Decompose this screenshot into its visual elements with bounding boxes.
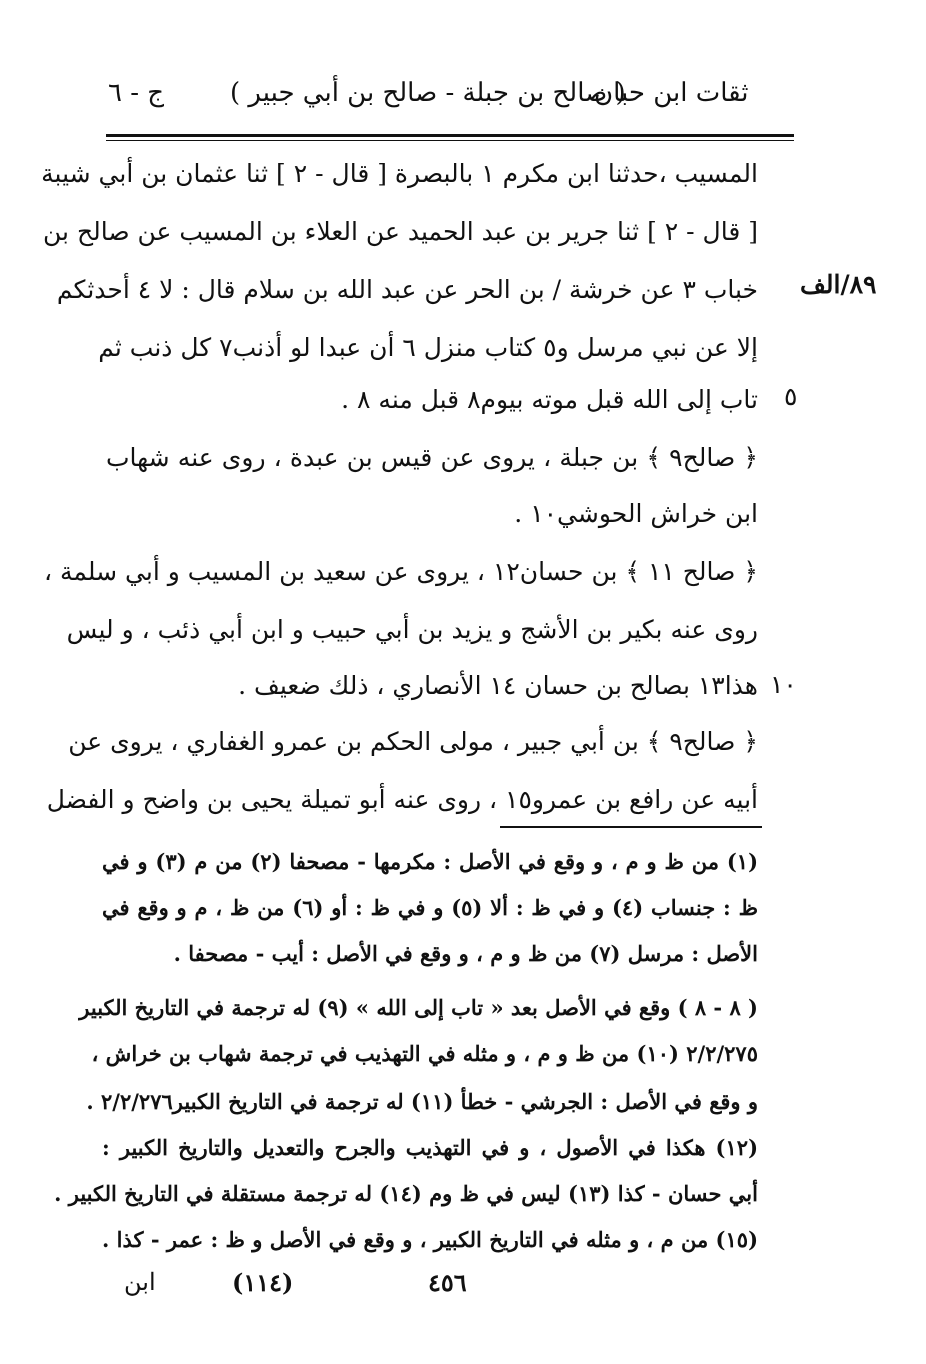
footnote-line: (١٢) هكذا في الأصول ، و في التهذيب والجرح والتعديل والتاريخ الكبير : <box>102 1135 758 1160</box>
text-line: المسيب ،حدثنا ابن مكرم ١ بالبصرة [ قال - ٢ ] ثنا عثمان بن أبي شيبة <box>41 159 758 188</box>
running-title: ثقات ابن حبان <box>594 78 749 108</box>
manuscript-page: (١١٤) <box>232 1268 294 1297</box>
text-line: أبيه عن رافع بن عمرو١٥ ، روى عنه أبو تميلة يحيى بن واضح و الفضل <box>46 785 758 814</box>
catchword: ابن <box>124 1268 156 1296</box>
folio-marker: ٨٩/الف <box>800 270 877 299</box>
text-line: ﴿ صالح ١١ ﴾ بن حسان١٢ ، يروى عن سعيد بن المسيب و أبي سلمة ، <box>43 557 758 586</box>
text-line: روى عنه بكير بن الأشج و يزيد بن أبي حبيب و ابن أبي ذئب ، و ليس <box>66 615 758 644</box>
footnote-rule <box>500 826 762 828</box>
text-line: تاب إلى الله قبل موته بيوم٨ قبل منه ٨ . <box>341 385 758 414</box>
footnote-line: الأصل : مرسل (٧) من ظ و م ، و وقع في الأصل : أيب - مصحفا . <box>173 941 758 966</box>
footnote-line: ظ : جنساب (٤) و في ظ : ألا (٥) و في ظ : أو (٦) من ظ ، م و وقع في <box>102 895 759 920</box>
footnote-line: (١٥) من م ، و مثله في التاريخ الكبير ، و وقع في الأصل و ظ : عمر - كذا . <box>102 1227 758 1252</box>
footnote-line: و وقع في الأصل : الجرشي - خطأ (١١) له ترجمة في التاريخ الكبير٢/٢/٢٧٦ . <box>86 1089 758 1114</box>
running-subject: ( صالح بن جبلة - صالح بن أبي جبير ) <box>230 78 626 108</box>
page-number: ٤٥٦ <box>428 1268 467 1297</box>
volume-label: ج - ٦ <box>108 78 165 108</box>
text-line: [ قال - ٢ ] ثنا جرير بن عبد الحميد عن العلاء بن المسيب عن صالح بن <box>43 217 758 246</box>
footnote-line: ( ٨ - ٨ ) وقع في الأصل بعد « تاب إلى الله » (٩) له ترجمة في التاريخ الكبير <box>79 995 758 1020</box>
text-line: ﴿ صالح٩ ﴾ بن جبلة ، يروى عن قيس بن عبدة ، روى عنه شهاب <box>106 443 758 472</box>
header-rule-thin <box>106 140 794 141</box>
footnote-line: (١) من ظ و م ، و وقع في الأصل : مكرمها - مصحفا (٢) من م (٣) و في <box>102 849 758 874</box>
text-line: ابن خراش الحوشي١٠ . <box>514 499 758 528</box>
text-line: ﴿ صالح٩ ﴾ بن أبي جبير ، مولى الحكم بن عمرو الغفاري ، يروى عن <box>68 727 758 756</box>
header-rule-thick <box>106 134 794 137</box>
text-line: إلا عن نبي مرسل و٥ كتاب منزل ٦ أن عبدا لو أذنب٧ كل ذنب ثم <box>98 333 758 362</box>
text-line: هذا١٣ بصالح بن حسان ١٤ الأنصاري ، ذلك ضعيف . <box>238 671 758 700</box>
text-line: خباب ٣ عن خرشة / بن الحر عن عبد الله بن سلام قال : لا ٤ أحدثكم <box>56 275 758 304</box>
footnote-line: ٢/٢/٢٧٥ (١٠) من ظ و م ، و مثله في التهذيب في ترجمة شهاب بن خراش ، <box>91 1041 758 1066</box>
line-number-5: ٥ <box>784 382 798 411</box>
line-number-10: ١٠ <box>770 670 797 699</box>
footnote-line: أبي حسان - كذا (١٣) ليس في ظ وم (١٤) له ترجمة مستقلة في التاريخ الكبير . <box>54 1181 758 1206</box>
